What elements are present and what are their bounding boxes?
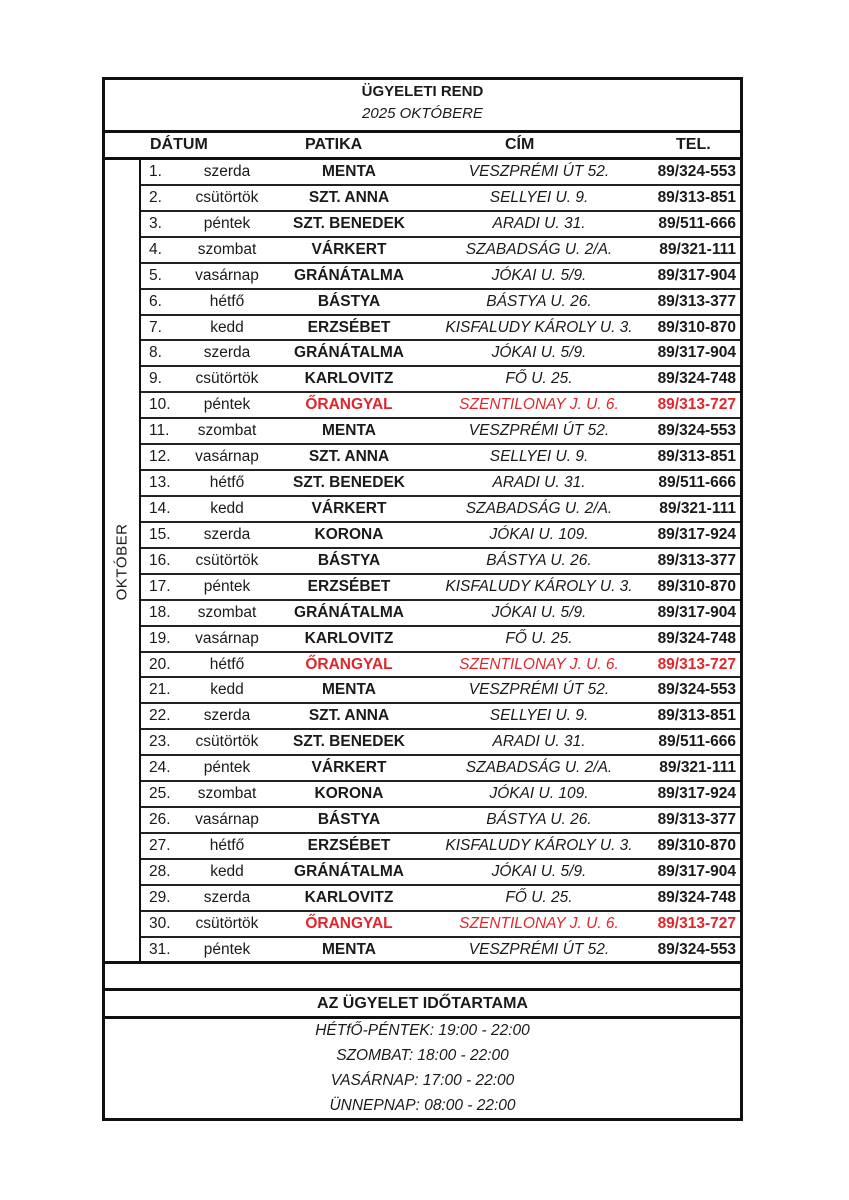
table-row — [141, 393, 740, 419]
row-day-number: 2. — [149, 188, 162, 206]
row-phone: 89/313-851 — [657, 448, 736, 466]
row-phone: 89/313-851 — [657, 707, 736, 725]
row-pharmacy: BÁSTYA — [317, 292, 381, 310]
empty-row — [105, 964, 740, 991]
row-phone: 89/313-377 — [657, 292, 736, 310]
row-pharmacy: ŐRANGYAL — [305, 914, 393, 932]
row-day-number: 14. — [149, 499, 171, 517]
row-weekday: vasárnap — [195, 266, 259, 284]
row-pharmacy: MENTA — [322, 163, 376, 180]
row-address: SELLYEI U. 9. — [489, 188, 589, 206]
row-day-number: 11. — [149, 422, 170, 440]
row-pharmacy: GRÁNÁTALMA — [294, 266, 404, 284]
row-phone: 89/313-377 — [657, 551, 736, 569]
row-pharmacy: KARLOVITZ — [304, 888, 394, 906]
row-day-number: 5. — [149, 266, 162, 284]
row-phone: 89/511-666 — [658, 214, 736, 232]
row-address: JÓKAI U. 5/9. — [491, 603, 587, 621]
title-block — [105, 80, 740, 133]
row-phone: 89/317-924 — [657, 525, 736, 543]
row-day-number: 20. — [149, 655, 171, 673]
row-address: ARADI U. 31. — [492, 214, 586, 232]
row-weekday: szombat — [197, 785, 257, 803]
row-weekday: péntek — [203, 940, 251, 958]
month-label: OKTÓBER — [113, 523, 131, 601]
hours-weekday: HÉTfŐ-PÉNTEK: 19:00 - 22:00 — [315, 1022, 530, 1039]
row-day-number: 12. — [149, 448, 171, 466]
row-phone: 89/310-870 — [657, 318, 736, 336]
row-pharmacy: KARLOVITZ — [304, 629, 394, 647]
row-weekday: szerda — [203, 707, 251, 725]
row-weekday: szombat — [197, 422, 257, 440]
duration-title: AZ ÜGYELET IDŐTARTAMA — [317, 995, 528, 1012]
table-row — [141, 938, 740, 964]
row-day-number: 29. — [149, 888, 171, 906]
row-day-number: 19. — [149, 629, 171, 647]
schedule-title: ÜGYELETI REND — [361, 83, 484, 100]
table-row — [141, 497, 740, 523]
row-day-number: 26. — [149, 811, 171, 829]
row-weekday: szombat — [197, 240, 257, 258]
row-weekday: szerda — [203, 163, 251, 180]
row-day-number: 21. — [149, 681, 171, 699]
row-weekday: szerda — [203, 888, 251, 906]
row-pharmacy: GRÁNÁTALMA — [294, 862, 404, 880]
row-weekday: péntek — [203, 214, 251, 232]
column-header-datum: DÁTUM — [150, 136, 208, 153]
row-pharmacy: SZT. BENEDEK — [293, 733, 405, 751]
row-day-number: 7. — [149, 318, 162, 336]
row-weekday: péntek — [203, 396, 251, 414]
row-weekday: csütörtök — [195, 188, 259, 206]
row-address: JÓKAI U. 5/9. — [491, 344, 587, 362]
row-pharmacy: ERZSÉBET — [307, 318, 391, 336]
row-address: SZABADSÁG U. 2/A. — [465, 759, 613, 777]
row-address: ARADI U. 31. — [492, 474, 586, 492]
table-row — [141, 316, 740, 342]
row-phone: 89/313-727 — [657, 396, 736, 414]
row-pharmacy: SZT. ANNA — [308, 188, 390, 206]
row-weekday: hétfő — [209, 292, 245, 310]
row-weekday: kedd — [210, 499, 244, 517]
row-address: BÁSTYA U. 26. — [486, 811, 592, 829]
row-address: VESZPRÉMI ÚT 52. — [468, 681, 610, 699]
duration-heading — [105, 991, 740, 1019]
row-weekday: kedd — [210, 318, 244, 336]
row-pharmacy: ŐRANGYAL — [305, 396, 393, 414]
row-phone: 89/324-553 — [657, 681, 736, 699]
table-row — [141, 730, 740, 756]
row-day-number: 25. — [149, 785, 171, 803]
row-pharmacy: BÁSTYA — [317, 811, 381, 829]
row-day-number: 1. — [149, 163, 162, 180]
table-row — [141, 186, 740, 212]
row-address: KISFALUDY KÁROLY U. 3. — [445, 836, 633, 854]
row-day-number: 16. — [149, 551, 171, 569]
row-weekday: hétfő — [209, 836, 245, 854]
row-address: SELLYEI U. 9. — [489, 448, 589, 466]
row-phone: 89/313-727 — [657, 655, 736, 673]
hours-holiday: ÜNNEPNAP: 08:00 - 22:00 — [329, 1097, 516, 1114]
table-row — [141, 549, 740, 575]
row-address: VESZPRÉMI ÚT 52. — [468, 163, 610, 180]
row-weekday: szerda — [203, 344, 251, 362]
row-address: VESZPRÉMI ÚT 52. — [468, 940, 610, 958]
row-pharmacy: VÁRKERT — [311, 759, 387, 777]
row-phone: 89/317-904 — [657, 266, 736, 284]
table-row — [141, 445, 740, 471]
row-phone: 89/324-748 — [657, 370, 736, 388]
row-phone: 89/511-666 — [658, 733, 736, 751]
row-day-number: 6. — [149, 292, 162, 310]
row-weekday: csütörtök — [195, 551, 259, 569]
row-pharmacy: SZT. BENEDEK — [293, 474, 405, 492]
row-phone: 89/317-924 — [657, 785, 736, 803]
row-pharmacy: SZT. ANNA — [308, 448, 390, 466]
row-pharmacy: ŐRANGYAL — [305, 655, 393, 673]
hours-saturday: SZOMBAT: 18:00 - 22:00 — [336, 1047, 509, 1064]
row-day-number: 24. — [149, 759, 171, 777]
row-address: SZABADSÁG U. 2/A. — [465, 240, 613, 258]
row-weekday: péntek — [203, 759, 251, 777]
row-weekday: szombat — [197, 603, 257, 621]
table-row — [141, 419, 740, 445]
table-row — [141, 238, 740, 264]
row-phone: 89/321-111 — [659, 499, 736, 517]
row-weekday: péntek — [203, 577, 251, 595]
row-pharmacy: VÁRKERT — [311, 240, 387, 258]
schedule-subtitle: 2025 OKTÓBERE — [362, 105, 483, 122]
row-pharmacy: ERZSÉBET — [307, 836, 391, 854]
table-row — [141, 678, 740, 704]
row-address: VESZPRÉMI ÚT 52. — [468, 422, 610, 440]
row-day-number: 23. — [149, 733, 171, 751]
row-address: BÁSTYA U. 26. — [486, 292, 592, 310]
row-phone: 89/511-666 — [658, 474, 736, 492]
row-phone: 89/321-111 — [659, 759, 736, 777]
row-phone: 89/324-553 — [657, 422, 736, 440]
table-row — [141, 627, 740, 653]
table-row — [141, 341, 740, 367]
row-day-number: 18. — [149, 603, 171, 621]
row-address: JÓKAI U. 5/9. — [491, 266, 587, 284]
column-header-cim: CÍM — [505, 136, 535, 153]
table-row — [141, 290, 740, 316]
row-address: FŐ U. 25. — [505, 888, 573, 906]
row-weekday: hétfő — [209, 655, 245, 673]
row-weekday: vasárnap — [195, 448, 259, 466]
row-day-number: 28. — [149, 862, 171, 880]
table-row — [141, 782, 740, 808]
row-phone: 89/313-377 — [657, 811, 736, 829]
column-header-patika: PATIKA — [305, 136, 363, 153]
duty-schedule-table — [102, 77, 743, 1121]
row-pharmacy: MENTA — [322, 681, 376, 699]
row-day-number: 4. — [149, 240, 162, 258]
column-header-tel: TEL. — [676, 136, 711, 153]
row-phone: 89/317-904 — [657, 603, 736, 621]
row-day-number: 31. — [149, 940, 171, 958]
row-day-number: 22. — [149, 707, 171, 725]
row-weekday: csütörtök — [195, 914, 259, 932]
column-header-row — [105, 133, 740, 160]
table-row — [141, 808, 740, 834]
row-day-number: 3. — [149, 214, 162, 232]
row-weekday: vasárnap — [195, 811, 259, 829]
row-phone: 89/310-870 — [657, 577, 736, 595]
row-address: SELLYEI U. 9. — [489, 707, 589, 725]
row-pharmacy: KORONA — [314, 525, 384, 543]
row-phone: 89/324-748 — [657, 888, 736, 906]
row-address: SZENTILONAY J. U. 6. — [459, 655, 619, 673]
row-pharmacy: KORONA — [314, 785, 384, 803]
table-row — [141, 212, 740, 238]
row-phone: 89/313-727 — [657, 914, 736, 932]
row-address: BÁSTYA U. 26. — [486, 551, 592, 569]
row-weekday: vasárnap — [195, 629, 259, 647]
row-day-number: 15. — [149, 525, 171, 543]
row-day-number: 8. — [149, 344, 162, 362]
row-pharmacy: MENTA — [322, 940, 376, 958]
row-address: KISFALUDY KÁROLY U. 3. — [445, 318, 633, 336]
table-row — [141, 834, 740, 860]
row-weekday: hétfő — [209, 474, 245, 492]
row-address: JÓKAI U. 5/9. — [491, 862, 587, 880]
row-pharmacy: ERZSÉBET — [307, 577, 391, 595]
row-day-number: 30. — [149, 914, 171, 932]
row-address: ARADI U. 31. — [492, 733, 586, 751]
table-row — [141, 160, 740, 186]
row-pharmacy: BÁSTYA — [317, 551, 381, 569]
row-address: SZABADSÁG U. 2/A. — [465, 499, 613, 517]
row-weekday: kedd — [210, 681, 244, 699]
row-pharmacy: VÁRKERT — [311, 499, 387, 517]
row-day-number: 13. — [149, 474, 171, 492]
row-phone: 89/324-748 — [657, 629, 736, 647]
table-row — [141, 264, 740, 290]
schedule-rows — [141, 160, 740, 964]
table-row — [141, 575, 740, 601]
month-column — [105, 160, 141, 964]
row-day-number: 27. — [149, 836, 171, 854]
row-address: SZENTILONAY J. U. 6. — [459, 396, 619, 414]
row-address: FŐ U. 25. — [505, 370, 573, 388]
table-row — [141, 523, 740, 549]
table-row — [141, 912, 740, 938]
row-address: JÓKAI U. 109. — [489, 785, 589, 803]
row-phone: 89/321-111 — [659, 240, 736, 258]
table-row — [141, 367, 740, 393]
row-day-number: 9. — [149, 370, 162, 388]
row-weekday: kedd — [210, 862, 244, 880]
row-pharmacy: KARLOVITZ — [304, 370, 394, 388]
table-row — [141, 704, 740, 730]
row-address: KISFALUDY KÁROLY U. 3. — [445, 577, 633, 595]
row-phone: 89/313-851 — [657, 188, 736, 206]
row-address: SZENTILONAY J. U. 6. — [459, 914, 619, 932]
hours-sunday: VASÁRNAP: 17:00 - 22:00 — [330, 1072, 515, 1089]
row-weekday: csütörtök — [195, 733, 259, 751]
row-weekday: szerda — [203, 525, 251, 543]
table-row — [141, 471, 740, 497]
row-address: FŐ U. 25. — [505, 629, 573, 647]
row-pharmacy: GRÁNÁTALMA — [294, 344, 404, 362]
table-row — [141, 756, 740, 782]
row-phone: 89/324-553 — [657, 940, 736, 958]
table-row — [141, 860, 740, 886]
table-row — [141, 601, 740, 627]
row-phone: 89/317-904 — [657, 862, 736, 880]
row-phone: 89/310-870 — [657, 836, 736, 854]
row-phone: 89/317-904 — [657, 344, 736, 362]
row-weekday: csütörtök — [195, 370, 259, 388]
table-row — [141, 886, 740, 912]
row-address: JÓKAI U. 109. — [489, 525, 589, 543]
row-day-number: 17. — [149, 577, 171, 595]
table-row — [141, 653, 740, 679]
duration-hours — [105, 1019, 740, 1118]
row-pharmacy: MENTA — [322, 422, 376, 440]
row-pharmacy: SZT. BENEDEK — [293, 214, 405, 232]
row-pharmacy: SZT. ANNA — [308, 707, 390, 725]
row-day-number: 10. — [149, 396, 171, 414]
row-pharmacy: GRÁNÁTALMA — [294, 603, 404, 621]
row-phone: 89/324-553 — [657, 163, 736, 180]
